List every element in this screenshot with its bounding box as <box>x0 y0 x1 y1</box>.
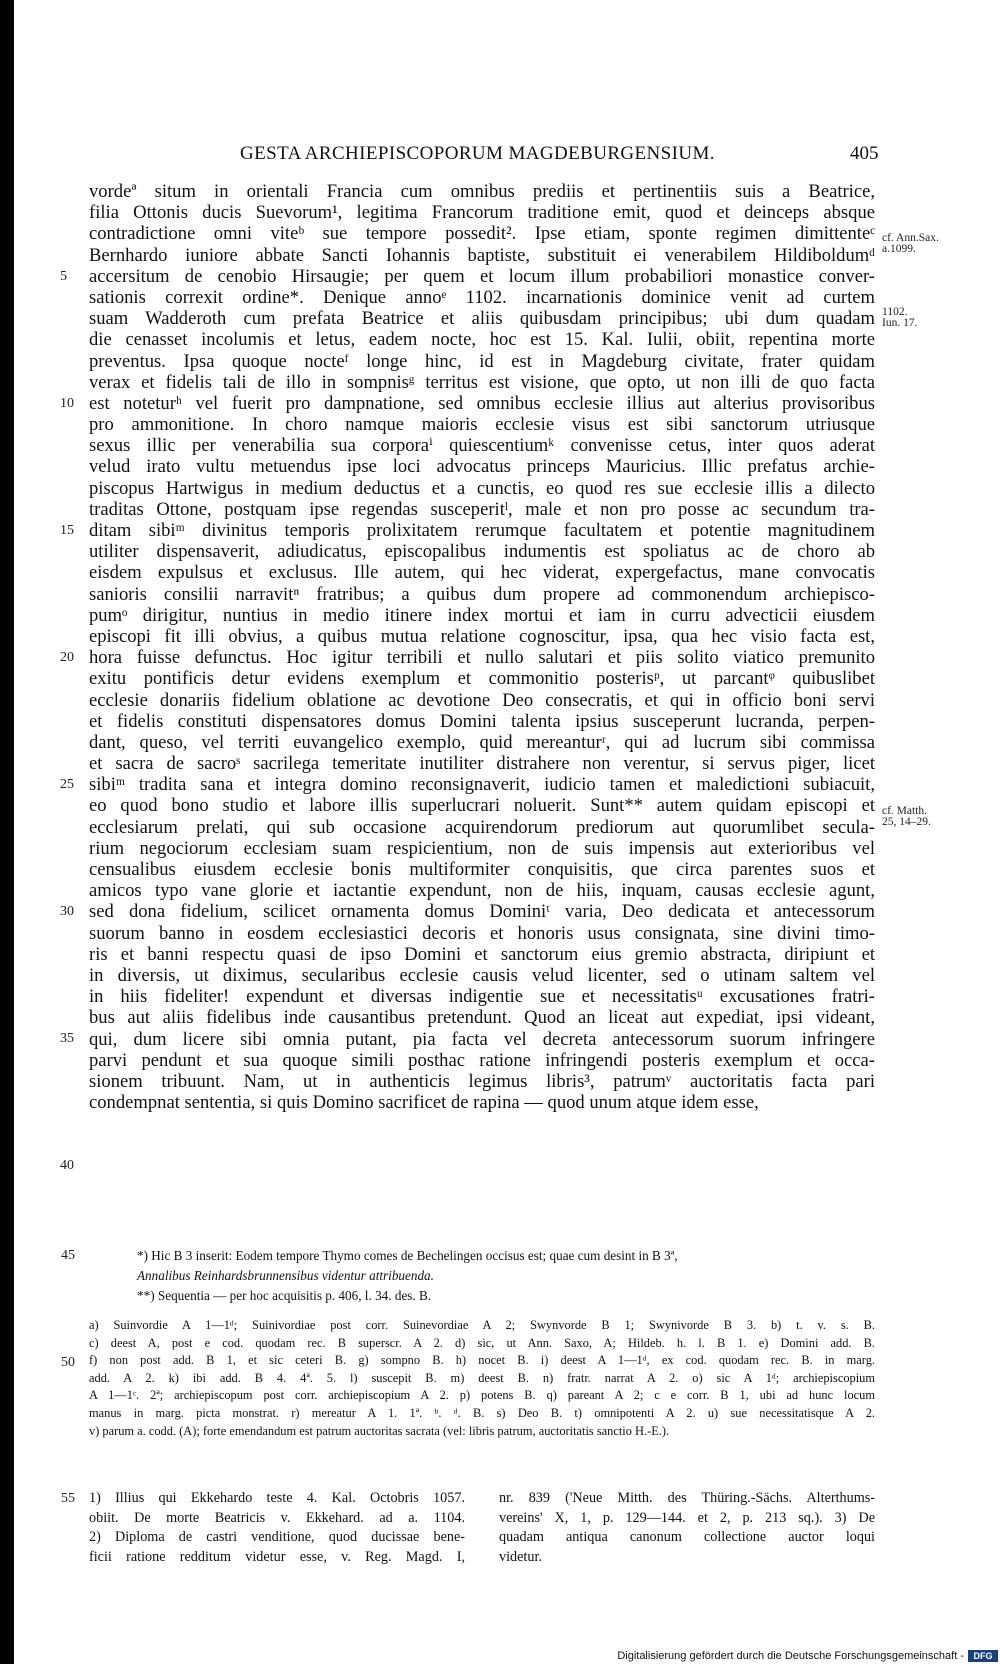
variant-line: manus in marg. picta monstrat. r) mereatur A 1. 1ª. ᵇ. ᵈ. B. s) Deo B. t) omnipotenti A 2. u) sue necessitatisque A 2. <box>89 1405 875 1420</box>
variant-line: add. A 2. k) ibi add. B 4. 4ª. 5. l) suscepit B. m) deest B. n) fratr. narrat A 2. o) sic A 1ᵈ; archiepiscopium <box>89 1370 875 1385</box>
text-line-content: sationis correxit ordine*. Denique annoᵉ 1102. incarnationis dominice venit ad curtem <box>89 286 875 308</box>
text-line <box>89 690 875 711</box>
footnote-line: Annalibus Reinhardsbrunnensibus videntur attribuenda. <box>137 1268 434 1283</box>
text-line <box>89 223 875 244</box>
text-line <box>89 859 875 880</box>
variant-line: a) Suinvordie A 1—1ᵈ; Suinivordiae post corr. Suinevordiae A 2; Swynvorde B 1; Swynivorde B 3. b) t. v. s. B. <box>89 1318 875 1332</box>
footnote-line: *) Hic B 3 inserit: Eodem tempore Thymo comes de Bechelingen occisus est; quae cum desint in B 3ª, <box>137 1248 678 1263</box>
line-number: 35 <box>60 1031 74 1046</box>
text-line-content: ecclesie donariis fidelium oblatione ac devotione Deo consecratis, et qui in officio boni servi <box>89 689 875 711</box>
text-line-content: condempnat sententia, si quis Domino sacrificet de rapina — quod unum atque idem esse, <box>89 1092 759 1114</box>
text-line <box>89 901 875 922</box>
text-line-content: et sacra de sacroˢ sacrilega temeritate inutiliter distrahere non verentur, si servus piger, licet <box>89 753 875 775</box>
variant-line: f) non post add. B 1, et sic ceteri B. g) sompno B. h) nocet B. i) deest A 1—1ᵈ, ex cod. quodam rec. B. in marg. <box>89 1353 875 1368</box>
text-line <box>89 287 875 308</box>
line-number: 55 <box>61 1491 75 1506</box>
text-line-content: sanioris consilii narravitⁿ fratribus; a quibus dum propere ad commonendum archiepisco- <box>89 583 875 605</box>
text-line <box>89 372 875 393</box>
text-line <box>89 732 875 753</box>
text-line <box>89 838 875 859</box>
text-line <box>89 584 875 605</box>
note-line: vereins' X, 1, p. 129—144. et 2, p. 213 sq.). 3) De <box>499 1509 875 1526</box>
text-line-content: exitu pontificis detur evidens exemplum et commonitio posterisᵖ, ut parcantᵠ quibuslibet <box>89 668 875 690</box>
variant-apparatus <box>61 1317 875 1440</box>
text-line-content: eo quod bono studio et labore illis superlucrari noluerit. Sunt** autem quidam episcopi et <box>89 795 875 817</box>
line-number: 50 <box>61 1355 75 1370</box>
text-line <box>89 880 875 901</box>
text-line-content: velud irato vultu metuendus ipse loci advocatus princeps Mauricius. Illic prefatus archie- <box>89 456 875 478</box>
line-number: 20 <box>60 650 74 665</box>
text-line <box>89 986 875 1007</box>
text-line <box>89 1029 875 1050</box>
text-line <box>89 605 875 626</box>
text-line-content: ris et banni respectu quasi de ipso Domini et sanctorum eius gremio abstracta, diripiunt et <box>89 943 875 965</box>
line-number: 30 <box>60 904 74 919</box>
text-line <box>89 393 875 414</box>
text-line <box>89 456 875 477</box>
text-line-content: pro ammonitione. In choro namque maioris ecclesie visus est sibi sanctorum utriusque <box>89 414 875 436</box>
text-line <box>89 1092 875 1113</box>
text-line-content: in hiis fideliter! expendunt et diversas indigentie sue et necessitatisᵘ excusationes fratri- <box>89 986 875 1008</box>
text-line-content: pumᵒ dirigitur, nuntius in medio itinere index mortui et iam in curru advecticii eiusdem <box>89 604 875 626</box>
text-line-content: ecclesiarum prelati, qui sub occasione acquirendorum prediorum aut quorumlibet secula- <box>89 816 875 838</box>
text-line <box>89 329 875 350</box>
text-line <box>89 499 875 520</box>
notes-column-left <box>89 1489 465 1567</box>
text-line <box>89 562 875 583</box>
text-line-content: utiliter dispensaverit, adiudicatus, episcopalibus indumentis est spoliatus ac de choro ab <box>89 541 875 563</box>
line-number: 25 <box>60 777 74 792</box>
text-line-content: Bernhardo iuniore abbate Sancti Iohannis baptiste, substituit ei venerabilem Hildiboldumᵈ <box>89 244 875 266</box>
text-line-content: sionem tribuunt. Nam, ut in authenticis legimus libris³, patrumᵛ auctoritatis facta pari <box>89 1070 875 1092</box>
note-line: quadam antiqua canonum collectione auctor loqui <box>499 1529 875 1546</box>
text-line <box>89 1050 875 1071</box>
text-line <box>89 520 875 541</box>
note-line: 1) Illius qui Ekkehardo teste 4. Kal. Octobris 1057. <box>89 1490 465 1506</box>
text-line-content: verax et fidelis tali de illo in sompnisᵍ territus est visione, que opto, ut non illi de quo facta <box>89 371 875 393</box>
text-line <box>89 541 875 562</box>
credit-text: Digitalisierung gefördert durch die Deutsche Forschungsgemeinschaft - <box>617 1650 964 1662</box>
main-text <box>89 181 875 1113</box>
text-line <box>89 668 875 689</box>
text-line <box>89 923 875 944</box>
text-line <box>89 965 875 986</box>
text-line <box>89 753 875 774</box>
text-line-content: bus aut aliis fidelibus inde causantibus pretendunt. Quod an liceat aut expediat, ipsi videant, <box>89 1007 875 1029</box>
text-line-content: episcopi fit illi obvius, a quibus mutua relatione cognoscitur, ipsa, qua hec visio facta est, <box>89 625 875 647</box>
variant-line: c) deest A, post e cod. quodam rec. B superscr. A 2. d) sic, ut Ann. Saxo, A; Hildeb. h. l. B 1. e) Domini add. B. <box>89 1335 875 1350</box>
text-line <box>89 795 875 816</box>
text-line-content: rium negociorum ecclesiam suam respicientium, non de suis impensis aut exterioribus vel <box>89 837 875 859</box>
page <box>14 0 1000 1664</box>
text-line <box>89 181 875 202</box>
text-line <box>89 774 875 795</box>
dfg-logo-icon: DFG <box>968 1650 998 1662</box>
text-line-content: filia Ottonis ducis Suevorum¹, legitima Francorum traditione emit, quod et deinceps absque <box>89 202 875 224</box>
text-line <box>89 1007 875 1028</box>
text-line-content: et fidelis constituti dispensatores domus Domini talenta ipsius susceperunt lucranda, perpen- <box>89 710 875 732</box>
text-line <box>89 351 875 372</box>
text-line-content: sexus illic per venerabilia sua corporaⁱ quiescentiumᵏ convenisse cetus, inter quos aderat <box>89 435 875 457</box>
line-number: 45 <box>61 1248 75 1263</box>
margin-note: cf. Matth. 25, 14–29. <box>882 805 931 828</box>
note-line: 2) Diploma de castri venditione, quod ducissae bene- <box>89 1529 465 1546</box>
running-header <box>14 143 1000 167</box>
margin-note: cf. Ann.Sax. a.1099. <box>882 232 939 255</box>
text-line-content: est noteturʰ vel fuerit pro dampnatione, sed omnibus ecclesie illius aut alterius provisoribus <box>89 392 875 414</box>
text-line <box>89 817 875 838</box>
line-number: 40 <box>60 1158 74 1173</box>
text-line-content: hora fuisse defunctus. Hoc igitur terribili et nullo salutari et piis solito viatico premunito <box>89 647 875 669</box>
line-number: 5 <box>60 269 67 284</box>
text-line-content: suorum banno in eosdem ecclesiastici decoris et honoris usus consignata, sine divini timo- <box>89 922 875 944</box>
text-line <box>89 266 875 287</box>
text-line-content: sibiᵐ tradita sana et integra domino reconsignaverit, iudicio tamen et maledictioni subiacuit, <box>89 774 875 796</box>
text-line-content: contradictione omni viteᵇ sue tempore possedit². Ipse etiam, sponte regimen dimittenteᶜ <box>89 223 875 245</box>
text-line <box>89 647 875 668</box>
text-line-content: accersitum de cenobio Hirsaugie; per quem et locum illum probabiliori monastice conver- <box>89 265 875 287</box>
text-line <box>89 245 875 266</box>
text-line <box>89 308 875 329</box>
text-line-content: preventus. Ipsa quoque nocteᶠ longe hinc, id est in Magdeburg civitate, frater quidam <box>89 350 875 372</box>
variant-line: A 1—1ᶜ. 2ª; archiepiscopum post corr. archiepiscopium A 2. p) potens B. q) pareant A 2; c e corr. B 1, ubi ad hunc locum <box>89 1388 875 1403</box>
note-line: videtur. <box>499 1548 542 1565</box>
text-line-content: traditas Ottone, postquam ipse regendas susceperitˡ, male et non pro posse ac secundum tra- <box>89 498 875 520</box>
note-line: nr. 839 ('Neue Mitth. des Thüring.-Sächs. Alterthums- <box>499 1490 875 1506</box>
text-line <box>89 202 875 223</box>
text-line <box>89 711 875 732</box>
text-line-content: amicos typo vane glorie et iactantie expendunt, non de hiis, inquam, causas ecclesie agunt, <box>89 880 875 902</box>
text-line-content: in diversis, ut diximus, secularibus ecclesie causis velud licenter, sed o utinam saltem vel <box>89 964 875 986</box>
text-line <box>89 944 875 965</box>
notes-column-right <box>499 1489 875 1567</box>
text-line <box>89 478 875 499</box>
line-number: 15 <box>60 523 74 538</box>
text-line-content: ditam sibiᵐ divinitus temporis prolixitatem rerumque facultatem et potentie magnitudinem <box>89 520 875 541</box>
text-line-content: die cenasset incolumis et letus, eadem nocte, hoc est 15. Kal. Iulii, obiit, repentina morte <box>89 329 875 351</box>
margin-note: 1102. Iun. 17. <box>882 306 918 329</box>
editorial-footnotes <box>61 1246 875 1306</box>
footnote-line: **) Sequentia — per hoc acquisitis p. 406, l. 34. des. B. <box>137 1288 432 1303</box>
digitization-credit <box>14 1649 1000 1664</box>
page-title: GESTA ARCHIEPISCOPORUM MAGDEBURGENSIUM. <box>240 143 715 164</box>
text-line <box>89 1071 875 1092</box>
line-number: 10 <box>60 396 74 411</box>
text-line-content: vordeª situm in orientali Francia cum omnibus prediis et pertinentiis suis a Beatrice, <box>89 181 875 202</box>
text-line <box>89 414 875 435</box>
text-line-content: sed dona fidelium, scilicet ornamenta domus Dominiᵗ varia, Deo dedicata et antecessorum <box>89 901 875 923</box>
text-line-content: qui, dum licere sibi omnia putant, pia facta vel decreta antecessorum suorum infringere <box>89 1028 875 1050</box>
text-line <box>89 626 875 647</box>
note-line: ficii ratione redditum videtur esse, v. Reg. Magd. I, <box>89 1548 465 1565</box>
page-number: 405 <box>850 143 879 164</box>
text-line <box>89 435 875 456</box>
note-line: obiit. De morte Beatricis v. Ekkehard. ad a. 1104. <box>89 1509 465 1526</box>
text-line-content: piscopus Hartwigus in medium deductus et a cunctis, eo quod res sue ecclesie illis a dilecto <box>89 477 875 499</box>
text-line-content: censualibus eiusdem ecclesie bonis multiformiter conquisitis, que circa parentes suos et <box>89 859 875 880</box>
text-line-content: parvi pendunt et sua quoque simili posthac ratione infringendi posteris exemplum et occa- <box>89 1049 875 1071</box>
text-line-content: eisdem expulsus et exclusus. Ille autem, qui hec viderat, expergefactus, mane convocatis <box>89 562 875 584</box>
text-line-content: suam Wadderoth cum prefata Beatrice et aliis quibusdam principibus; ubi dum quadam <box>89 308 875 330</box>
text-line-content: dant, queso, vel territi euvangelico exemplo, quid mereanturʳ, qui ad lucrum sibi commissa <box>89 731 875 753</box>
variant-line: v) parum a. codd. (A); forte emendandum est patrum auctoritas sacrata (vel: libris patrum, auctoritatis sanctio H.-E.). <box>89 1423 670 1438</box>
